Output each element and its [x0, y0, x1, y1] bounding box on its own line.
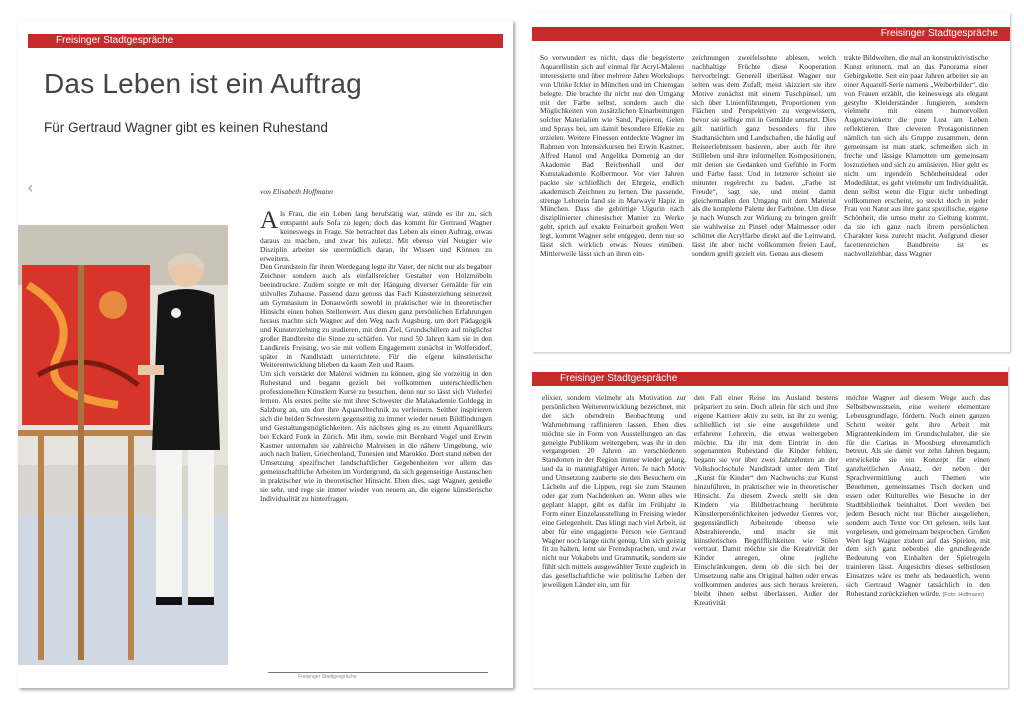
article-subtitle: Für Gertraud Wagner gibt es keinen Ruhestand — [44, 120, 328, 135]
text-column: zeichnungen zweifelsohne ablesen, welch nachhaltige Früchte diese Kooperation hervorbringt. Generell überlässt Wagner nur selten was dem Zufall; meist skizziert sie ihre Motive zunächst mit einem Tuschpinsel, um sich über Linienführungen, Proportionen von Flächen und Perspektiven zu vergewissern, bevor sie selbige mit in Gemälde umsetzt. Dies gilt natürlich ganz besonders für ihre Stadtansichten und Landschaften, die häufig auf Reiseerlebnissen basieren, aber auch für ihre Stillleben und ihre informellen Kompositionen, mit denen sie Gedanken und Gefühle in Form und Farbe fasst. Und in letzterer scheint sie mitunter regelrecht zu baden. „Farbe ist Freude“, sagt sie, und meint damit gleichermaßen den Umgang mit dem Material als die komplette Palette der Farbtöne. Um diese je nach Wunsch zur Wirkung zu bringen greift sie wahlweise zu Pinsel oder Malmesser oder schüttet die Acrylfarbe direkt auf die Leinwand, lässt ihr aber nicht vollkommen freien Lauf, sondern greift gezielt ein. Genau aus diesem — [692, 54, 836, 258]
text-column — [846, 394, 990, 684]
header-band: Freisinger Stadtgespräche — [532, 372, 1008, 386]
lead-text: ls Frau, die ein Leben lang berufstätig war, stünde es ihr zu, sich entspannt aufs Sofa zu legen; doch das kommt für Gertraud Wagner keineswegs in Frage. Sie betrachtet das Leben als einen Auftrag, etwas daraus zu machen, und zwar bis zuletzt. Mit ebenso viel Neugier wie Disziplin arbeitet sie unermüdlich daran, ihr Wissen und Können zu erweitern. — [260, 209, 492, 263]
article-title: Das Leben ist ein Auftrag — [44, 68, 362, 99]
column-text: möchte Wagner auf diesem Wege auch das Selbstbewusstsein, eine weitere elementare Lebensgrundlage, fördern. Noch einen ganzen Schritt weiter geht ihre Arbeit mit Migrantenkindern im Grundschulalter, die sie für die Caritas in Moosburg ehrenamtlich betreut. Als sie damit vor zehn Jahren begann, entwickelte sie ein Konzept für einen ganzheitlichen Ansatz, der neben der Sprachvermittlung auch Themen wie Benehmen, gemeinsames Tisch decken und essen oder Kulturelles wie Besuche in der Stadtbibliothek beinhaltet. Dort werden bei jedem Besuch nicht nur Bücher ausgeliehen, sondern auch Texte vor Ort gelesen, teils laut vorgelesen, und gemeinsam besprochen. Großen Wert legt Wagner zudem auf das Spielen, mit dem sich ganz nebenbei die grundlegende Bedeutung von Einhalten der Spielregeln trainieren lässt. Angesichts dieses selbstlosen Einsatzes wäre es mehr als bedauerlich, wenn sich Gertraud Wagner tatsächlich in den Ruhestand zurückziehen würde. — [846, 394, 990, 598]
header-band-label: Freisinger Stadtgespräche — [880, 28, 998, 39]
paragraph: Den Grundstein für ihren Werdegang legte ihr Vater, der nicht nur als begabter Zeichner sondern auch als einfallsreicher Gestalter von Holzmöbeln beeindruckte. Zudem sorgte er mit der Hängung diverser Gemälde für ein stilvolles Zuhause. Passend dazu genoss das Fach Kunsterziehung seinerzeit am Gymnasium in Donauwörth sowohl in praktischer wie in theoretischer Hinsicht einen hohen Stellenwert. Aus diesen ganz persönlichen Erfahrungen heraus machte sich Wagner auf den Weg nach Augsburg, um dort Pädagogik und Kunsterziehung zu studieren, mit dem Ziel, Grundschülern auf möglichst großer Bandbreite die Sinne zu schärfen. Vor rund 50 Jahren kam sie in den Landkreis Freising, wo sie mit vollem Engagement zunächst in Wolfersdorf, später in Nandlstadt unterrichtete. Für die eigene künstlerische Weiterentwicklung blieben da kaum Zeit und Raum. — [260, 262, 492, 370]
text-column: den Fall einer Reise ins Ausland bestens präpariert zu sein. Doch allein für sich und ihre eigene Karriere aktiv zu sein, ist ihr zu wenig; schließlich ist sie eine ausgebildete und erfahrene Lehrerin, die etwas weitergeben möchte. Da ihr mit dem Eintritt in den sogenannten Ruhestand die Kinder fehlten, begann sie vor über zwei Jahrzehnten an der Volkshochschule Nandlstadt unter dem Titel „Kunst für Kinder“ den Nachwuchs zur Kunst hinzuführen, in praktischer wie in theoretischer Hinsicht. Zu diesem Zweck stellt sie den Kindern via Bildbetrachtung berühmte Künstlerpersönlichkeiten jedweder Genres vor, gegenständlich Arbeitende ebenso wie Abstrahierende, und macht sie mit künstlerischen Begrifflichkeiten wie Stilen vertraut. Damit möchte sie die Kreativität der Kinder anregen, ohne jegliche Einschränkungen, denn ob die sich bei der Umsetzung nahe ans Original halten oder etwas vollkommen anderes aus sich heraus kreieren, bleibt ihnen selbst überlassen. Außer der Kreativität — [694, 394, 838, 607]
text-column: trakte Bildwelten, die mal an konstruktivistische Kunst erinnern, mal an das Panorama einer Gebirgskette. Seit ein paar Jahren arbeitet sie an einer Aquarell-Serie namens „Weiberbilder“, die von Frauen erzählt, die keineswegs als elegant gestylte Kleiderständer fungieren, sondern vielmehr mit einem humorvollen Augenzwinkern die pure Lust am Leben reflektieren. Ihre cleveren Protagonistinnen nämlich tun sich als Gruppe zusammen, denn gemeinsam ist man stark, schmeißen sich in freche und lässige Klamotten um gemeinsam loszuziehen und sich zu amüsieren. Hier geht es nicht um irgendein Schönheitsideal oder Modediktat, es geht vielmehr um Individualität, denn selbst wenn die Figur nicht unbedingt vollkommen erscheint, so steckt doch in jeder Frau von Natur aus ihre ganz spezifische, eigene Schönheit, die umso mehr zu Geltung kommt, da sie ich ganz nach ihrem persönlichen Charakter kess zurecht macht. Aufgrund dieser facettenreichen Bandbreite ist es nachvollziehbar, dass Wagner — [844, 54, 988, 258]
page-footer — [268, 672, 488, 679]
byline: von Elisabeth Hoffmann — [260, 187, 333, 196]
article-page-1 — [18, 20, 513, 688]
lead-paragraph — [260, 207, 492, 263]
text-column: So verwundert es nicht, dass die begeisterte Aquarellistin sich auf einmal für Acryl-Malerei interessierte und über mehrere Jahre Workshops von Ulrike Ickler in München und im Chiemgau belegte. Die brachte ihr nicht nur den Umgang mit der Farbe selbst, sondern auch die Möglichkeiten von zusätzlichen Einarbeitungen solcher Materialien wie Sand, Papieren, Gelen und Sprays bei, um damit besondere Effekte zu erzielen. Weitere Finessen entdeckte Wagner im Rahmen von Intensivkursen bei Erwin Kastner, Alfred Hanol und Angelika Domenig an der Akademie Bad Reichenhall und der Kunstakademie Kolbermoor. Vor vier Jahren packte sie schließlich der Ehrgeiz, endlich akademisch Zeichnen zu lernen. Die passende, strenge Lehrerin fand sie in Marwayir Hapiz in München. Dass die gebürtige Uigurin nach disziplinierter chinesischer Manier zu Werke geht, sprich auf exakte Feinarbeit großen Wert legt, kommt Wagner sehr entgegen, denn nur so lässt sich wirklich etwas Neues einüben. Mittlerweile lässt sich an ihren ein- — [540, 54, 684, 258]
artist-photo-graphic — [18, 225, 228, 665]
text-columns — [540, 54, 1002, 346]
header-band: Freisinger Stadtgespräche — [28, 34, 503, 48]
photo-credit: (Foto: Hoffmann) — [942, 591, 984, 598]
previous-arrow-icon[interactable]: ‹ — [27, 178, 34, 197]
header-band — [532, 27, 1010, 41]
artist-photo — [18, 225, 228, 665]
article-page-2 — [532, 12, 1010, 352]
article-page-3 — [532, 366, 1008, 688]
text-column: elixier, sondern vielmehr als Motivation zur persönlichen Weiterentwicklung bezeichnet, mit der sich obendrein Beobachtung und Wahrnehmung raffinieren lassen. Eben dies möchte sie in Form von Ausstellungen an das geneigte Publikum weitergeben, was ihr in den vergangenen 20 Jahren an verschiedenen Standorten in der Region immer wieder gelang, und da in mannigfaltiger Arten. Je nach Motiv und Umsetzung zauberte sie den Besuchern ein Lächeln auf die Lippen, regt sie zum Staunen oder gar zum Nachdenken an. Wenn alles wie geplant klappt, gibt es dafür im Frühjahr in Form einer Einzelausstellung in Freising wieder eine Gelegenheit. Das klingt nach viel Arbeit, ist aber für eine engagierte Person wie Gertraud Wagner noch lange nicht genug. Um sich geistig fit zu halten, lernt sie Fremdsprachen, und zwar nicht nur Vokabeln und Grammatik, sondern sie fühlt sich mittels ausgewählter Texte zugleich in das gesellschaftliche wie politische Leben der jeweiligen Länder ein, um für — [542, 394, 686, 590]
text-columns — [542, 394, 1000, 684]
footer-text: Freisinger Stadtgespräche — [298, 674, 357, 680]
dropcap: A — [260, 207, 279, 234]
paragraph: Um sich verstärkt der Malerei widmen zu können, ging sie vorzeitig in den Ruhestand und begann gezielt bei vollkommen unterschiedlichen professionellen Künstlern Kurse zu besuchen, denn nur so lässt sich Vielerlei lernen. Als erstes peilte sie mit ihrer Schwester die Malakademie Goldegg in Salzburg an, um dort ihre Aquarelltechnik zu verfeinern. Seither inspirieren sich die beiden Schwestern gegenseitig zu immer wieder neuen Bildfindungen und Gestaltungsmöglichkeiten. Als nächstes ging es zu einem Aquarellkurs bei Eckard Funk in Zürich. Mit ihm, sowie mit Bernhard Vogel und Erwin Kastner unternahm sie zahlreiche Malreisen in die nähere Umgebung, wie auch nach Italien, Griechenland, Tunesien und Marokko. Dort stand neben der Umsetzung spezifischer landschaftlicher Gegebenheiten vor allem das gemeinschaftliche Arbeiten im Vordergrund, da sich gegenseitige Austauschen in praktischer wie in theoretischer Hinsicht. Eben dies, sagt Wagner, genieße sie sehr, und rege sie immer wieder von neuem an, die eigene künstlerische Individualität zu hinterfragen. — [260, 369, 492, 503]
article-column-1 — [260, 207, 492, 660]
